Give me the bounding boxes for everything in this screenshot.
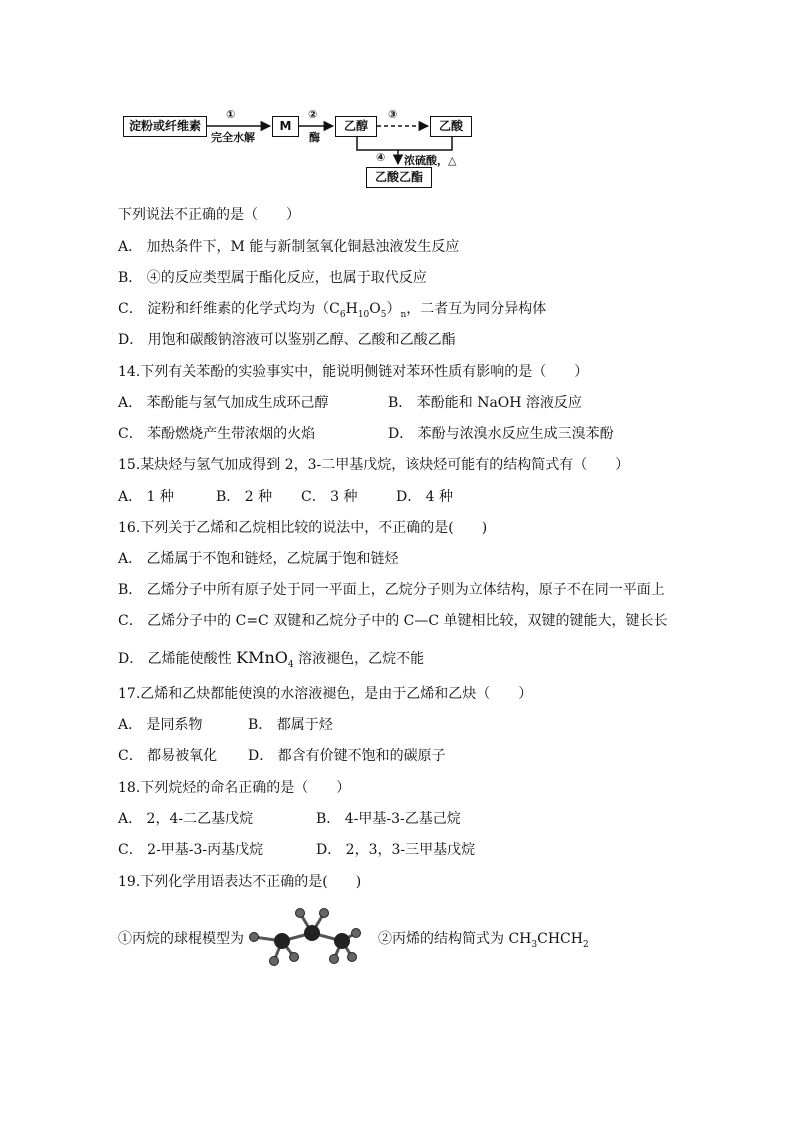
q15-option-b: B． 2 种 xyxy=(216,489,273,505)
q13-c-sub-n: n xyxy=(400,309,407,320)
q17-option-c: C． 都易被氧化 xyxy=(118,748,218,764)
q18-option-a: A． 2，4-二乙基戊烷 xyxy=(118,811,254,827)
q19-item-1: ①丙烷的球棍模型为 xyxy=(118,931,244,947)
q14-option-d: D． 苯酚与浓溴水反应生成三溴苯酚 xyxy=(388,426,614,442)
q17-option-d: D． 都含有价键不饱和的碳原子 xyxy=(248,748,446,764)
q19-item-2-sub-3: 3 xyxy=(531,939,538,950)
q18-stem: 18.下列烷烃的命名正确的是（ ） xyxy=(118,780,351,796)
q14-option-b: B． 苯酚能和 NaOH 溶液反应 xyxy=(388,395,582,411)
q15-option-a: A． 1 种 xyxy=(118,489,174,505)
q13-c-close: ） xyxy=(386,301,401,317)
step-1-label: 完全水解 xyxy=(211,131,255,144)
q16-d-prefix: D． 乙烯能使酸性 xyxy=(118,651,237,667)
q15-option-d: D． 4 种 xyxy=(396,489,454,505)
propane-ball-stick-model xyxy=(246,905,366,969)
q13-c-o: O xyxy=(369,301,381,317)
q16-d-tail: 溶液褪色，乙烷不能 xyxy=(293,651,425,667)
box-m: M xyxy=(272,116,299,137)
q19-item-2-mid: CHCH xyxy=(537,931,583,947)
step-1-number: ① xyxy=(226,108,236,121)
q13-c-prefix: C． 淀粉和纤维素的化学式均为（C xyxy=(118,301,340,317)
q14-option-a: A． 苯酚能与氢气加成生成环己醇 xyxy=(118,395,329,411)
q13-c-sub-6: 6 xyxy=(339,309,346,320)
q19-item-2-sub-2: 2 xyxy=(582,939,589,950)
q13-option-a: A． 加热条件下，M 能与新制氢氧化铜悬浊液发生反应 xyxy=(118,239,460,255)
q17-stem: 17.乙烯和乙炔都能使溴的水溶液褪色，是由于乙烯和乙炔（ ） xyxy=(118,686,533,702)
q16-stem: 16.下列关于乙烯和乙烷相比较的说法中，不正确的是( ) xyxy=(118,520,488,536)
box-starch: 淀粉或纤维素 xyxy=(123,116,207,137)
box-acetic-acid: 乙酸 xyxy=(430,116,472,137)
q18-option-c: C． 2-甲基-3-丙基戊烷 xyxy=(118,842,264,858)
q16-d-kmno4: KMnO xyxy=(236,648,288,667)
q18-option-b: B． 4-甲基-3-乙基己烷 xyxy=(316,811,461,827)
step-2-label: 酶 xyxy=(309,131,320,144)
q14-stem: 14.下列有关苯酚的实验事实中，能说明侧链对苯环性质有影响的是（ ） xyxy=(118,364,589,380)
q15-stem: 15.某炔烃与氢气加成得到 2，3-二甲基戊烷，该炔烃可能有的结构简式有（ ） xyxy=(118,457,630,473)
q13-c-tail: ，二者互为同分异构体 xyxy=(406,301,547,317)
q16-option-d xyxy=(118,648,424,675)
step-3-number: ③ xyxy=(388,108,398,121)
q15-option-c: C． 3 种 xyxy=(301,489,358,505)
q13-c-h: H xyxy=(345,301,358,317)
step-2-number: ② xyxy=(308,108,318,121)
q19-item-2-prefix: ②丙烯的结构简式为 CH xyxy=(378,931,532,947)
q19-stem: 19.下列化学用语表达不正确的是( ) xyxy=(118,874,362,890)
step-4-label: 浓硫酸，△ xyxy=(404,154,457,167)
q14-option-c: C． 苯酚燃烧产生带浓烟的火焰 xyxy=(118,426,316,442)
q13-option-c xyxy=(118,299,546,325)
q19-item-2 xyxy=(378,929,589,955)
q13-c-sub-10: 10 xyxy=(357,309,370,320)
q18-option-d: D． 2，3，3-三甲基戊烷 xyxy=(316,842,476,858)
box-ethyl-acetate: 乙酸乙酯 xyxy=(366,167,432,188)
q16-d-sub-4: 4 xyxy=(287,659,294,670)
q17-option-b: B． 都属于烃 xyxy=(248,717,333,733)
q16-option-b: B． 乙烯分子中所有原子处于同一平面上，乙烷分子则为立体结构，原子不在同一平面上 xyxy=(118,582,665,598)
q13-c-sub-5: 5 xyxy=(380,309,387,320)
q13-stem: 下列说法不正确的是（ ） xyxy=(118,207,300,223)
arrow-4-bracket xyxy=(357,137,452,150)
q13-option-d: D． 用饱和碳酸钠溶液可以鉴别乙醇、乙酸和乙酸乙酯 xyxy=(118,332,456,348)
box-ethanol: 乙醇 xyxy=(335,116,377,137)
q16-option-a: A． 乙烯属于不饱和链烃，乙烷属于饱和链烃 xyxy=(118,551,399,567)
q13-option-b: B． ④的反应类型属于酯化反应，也属于取代反应 xyxy=(118,270,427,286)
q16-option-c: C． 乙烯分子中的 C=C 双键和乙烷分子中的 C—C 单键相比较，双键的键能大，键长长 xyxy=(118,613,668,629)
q17-option-a: A． 是同系物 xyxy=(118,717,203,733)
step-4-number: ④ xyxy=(376,151,386,164)
